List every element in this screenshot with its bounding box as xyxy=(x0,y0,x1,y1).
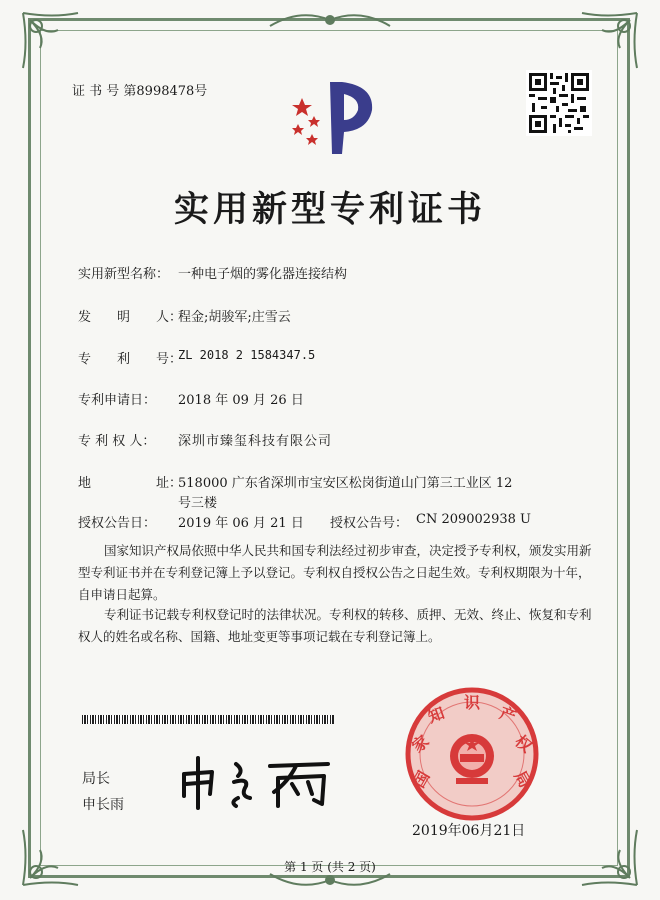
grant-number-label: 授权公告号： xyxy=(330,516,409,531)
apply-date-value: 2018 年 09 月 26 日 xyxy=(178,393,304,408)
model-name-label: 实用新型名称： xyxy=(78,267,170,282)
svg-text:识: 识 xyxy=(463,693,481,712)
corner-ornament-icon xyxy=(572,820,642,890)
declaration-paragraph: 国家知识产权局依照中华人民共和国专利法经过初步审查，决定授予专利权，颁发实用新型专利证书并在专利登记簿上予以登记。专利权自授权公告之日起生效。专利权期限为十年，自申请日起算。 xyxy=(78,543,592,602)
svg-text:局: 局 xyxy=(510,767,535,791)
legal-status-paragraph: 专利证书记载专利权登记时的法律状况。专利权的转移、质押、无效、终止、恢复和专利权人的姓名或名称、国籍、地址变更等事项记载在专利登记簿上。 xyxy=(78,607,592,644)
inventor-value: 程金;胡骏军;庄雪云 xyxy=(178,310,291,325)
grant-date-label: 授权公告日： xyxy=(78,516,157,531)
patent-number-label: 专 利 号： xyxy=(78,352,183,367)
certificate-number: 证 书 号 第8998478号 xyxy=(72,84,208,99)
corner-ornament-icon xyxy=(18,820,88,890)
signature-image xyxy=(178,752,338,812)
qr-code-icon xyxy=(526,70,592,136)
inventor-label: 发 明 人： xyxy=(78,310,183,325)
model-name-value: 一种电子烟的雾化器连接结构 xyxy=(178,267,348,282)
top-ornament-icon xyxy=(260,6,400,34)
patent-number-value: ZL 2018 2 1584347.5 xyxy=(178,348,316,362)
certificate-title: 实用新型专利证书 xyxy=(173,189,486,230)
svg-text:权: 权 xyxy=(511,731,536,757)
patentee-value: 深圳市臻玺科技有限公司 xyxy=(178,434,333,449)
address-label: 地 址： xyxy=(78,476,183,491)
page-indicator: 第 1 页 (共 2 页) xyxy=(284,860,376,874)
cnipa-logo-icon xyxy=(282,76,382,156)
grant-date-value: 2019 年 06 月 21 日 xyxy=(178,516,304,531)
director-name: 申长雨 xyxy=(82,797,124,813)
official-seal-image xyxy=(404,686,540,822)
svg-text:知: 知 xyxy=(425,703,447,727)
director-title: 局长 xyxy=(82,771,110,787)
barcode xyxy=(82,715,334,724)
svg-text:产: 产 xyxy=(497,703,519,727)
svg-text:国: 国 xyxy=(409,767,434,791)
corner-ornament-icon xyxy=(572,8,642,78)
address-line-2: 号三楼 xyxy=(178,496,218,511)
seal-date: 2019年06月21日 xyxy=(412,823,526,839)
patentee-label: 专 利 权 人： xyxy=(78,434,156,449)
corner-ornament-icon xyxy=(18,8,88,78)
svg-text:家: 家 xyxy=(408,731,433,757)
apply-date-label: 专利申请日： xyxy=(78,393,157,408)
grant-number-value: CN 209002938 U xyxy=(416,512,531,527)
address-line-1: 518000 广东省深圳市宝安区松岗街道山门第三工业区 12 xyxy=(178,476,513,491)
